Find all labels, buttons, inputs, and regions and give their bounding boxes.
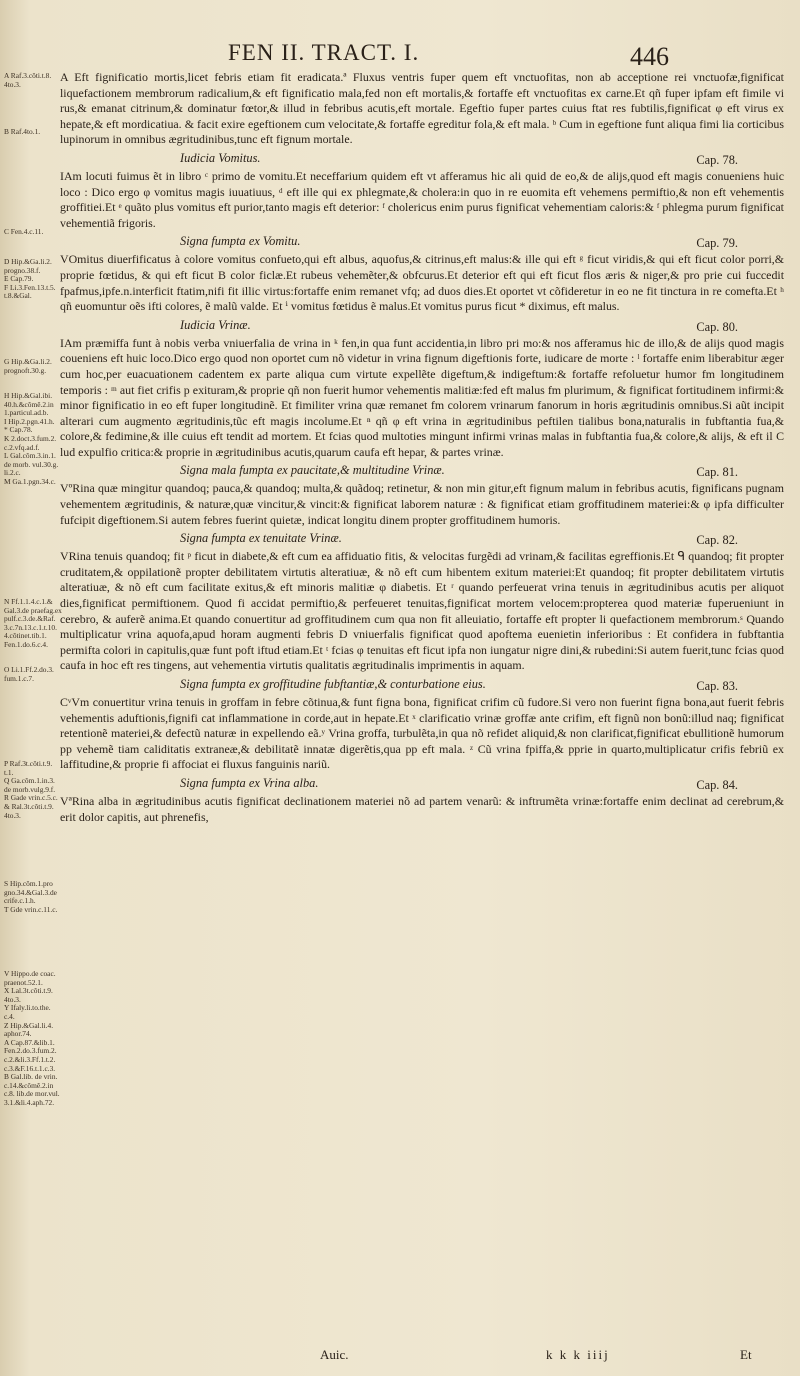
chapter-section: [60, 462, 784, 528]
chapter-subject: Signa fumpta ex Vrina alba.: [180, 775, 319, 790]
margin-note: B Raf.4to.1.: [4, 127, 41, 136]
chapter-number: Cap. 80.: [696, 319, 738, 334]
chapter-section: [60, 70, 784, 148]
margin-note: P Raf.3t.cõti.t.9. t.1. Q Ga.cõm.1.in.3. de morb.vulg.9.f. R Gade vrin.c.5.c. & Ral.3t.cõti.t.9. 4to.3.: [4, 759, 58, 820]
paragraph: IAm præmiffa funt à nobis verba vniuerfalia de vrina in ᵏ fen,in qua funt accidentia,in libro pri mo:& nos afferamus hic de illo,& de alijs quod magis coueniens eft huic loco.Dico ergo quod non oportet cum nõ videtur in vrina fignum digeftionis forte, iudicare de morte : ˡ fortaffe enim liberabitur æger cum hoc,per euacuationem cadentem ex parte aliqua cum virtute expellẽte digeftum,& indigeftum:& fortaffe refoluetur humor fm longitudinem temporis : ᵐ aut fiet crifis p exituram,& proprie qñ non fuerit humor vehementis malitiæ:fed eft malus fm plurimum, & fignificat fortitudinem infirmi:& minor fignificatio in eo eft fuper longitudinẽ. Et fimiliter vrina quæ remanet fm colorem vrinarum fanorum in horis ægritudinis omnibus.Si aũt incipit alterari cum augmento ægritudinis,tũc eft magis incolume.Et ⁿ qñ φ eft vrina in ægritudinibus peftilen tialibus bona,naturalis in fubftantia fua,& colore,& fedimine,& ille cuius eft tendit ad mortem. Et fcias quod multoties mingunt infirmi vrinas malas in fubftantia fua,& colore,& alijs, & eft il C lud expulfio critica:& proprie in ægritudinibus acutis,quarum caufa eft hepar, & partes vrinæ.: [60, 335, 784, 459]
chapter-section: [60, 530, 784, 674]
margin-note: O Li.1.Ff.2.do.3. fum.1.c.7.: [4, 665, 54, 683]
chapter-heading: [60, 317, 784, 336]
paragraph: VRina tenuis quandoq; fit ᵖ ficut in diabete,& eft cum ea affiduatio fitis, & velocitas furgẽdi ad vrinam,& facilitas egreffionis.Et ᑫ quandoq; fit propter cruditatem,& oppilationẽ propter debilitatem virtutis alteratiuæ, & nõ eft cum hibentem exitum materiei:Et quandoq; fit propter debilitatem virtutis alteratiuæ, & nõ eft cum facilitate exitus,& eft minoris malitiæ φ diabetis. Et ʳ quando perfeuerat vrina tenuis in ægritudinibus acutis per aliquot dies,fignificat permiftionem. Quod fi accidat permiftio,& perfeueret tenuitas,fignificat mortem velocem:propterea quod materiæ fuperueniunt in cerebro, & auferẽ anima.Et quando conuertitur ad groffitudinem cum qua non fit alleuiatio, fortaffe eft propter li quefactionem membrorum.ˢ Quando multiplicatur vrina aquofa,apud horam augmenti febris D vniuerfalis fignificat quod apoftema euenietin inferioribus : Et confidera in fubftantia permifta colori in capitulis,quæ funt poft iftud etiam.Et ᵗ fcias φ tenuitas eft ficut ipfa non iungatur nigre dini,& rubedini:Si autem fuerit,tunc fcias quod caufa in hoc eft res tingens, aut vehementia virtutis qualitatis ægritudinalis imprimentis in aquam.: [60, 549, 784, 673]
chapter-subject: Iudicia Vomitus.: [180, 150, 261, 165]
chapter-subject: Signa mala fumpta ex paucitate,& multitudine Vrinæ.: [180, 463, 445, 478]
chapter-heading: [60, 676, 784, 695]
running-title: FEN II. TRACT. I.: [228, 40, 420, 65]
signature-mark: k k k iiij: [546, 1347, 610, 1362]
chapter-number: Cap. 79.: [696, 236, 738, 251]
chapter-heading: [60, 462, 784, 481]
chapter-section: [60, 775, 784, 825]
chapter-heading: [60, 150, 784, 169]
paragraph: VºRina quæ mingitur quandoq; pauca,& quandoq; multa,& quãdoq; retinetur, & non min gitur,eft fignum malum in febribus acutis, fignificans pugnam vehementem ægritudinis, & naturæ,quæ vincitur,& vincit:& fignificat laborem naturæ : & fignificat etiam groffitudinem materiei:& φ ipfa difficulter fufcipit digeftionem.Si autem febres fuerint quietæ, indicat longitu dinem propter groffitudinem humoris.: [60, 481, 784, 527]
margin-note: V Hippo.de coac. praenot.52.1. X Lal.3t.cõti.t.9. 4to.3. Y Ifaly.li.to.the. c.4. Z Hip.&Gal.li.4. aphor.74. A Cap.87.&lib.1. Fen.2.do.3.fum.2. c.2.&li.3.Ff.1.t.2. c.3.&F.16.t.1.c.3. B Gal.lib. de vrin. c.14.&cõmẽ.2.in c.8. lib.de mor.vul. 3.1.&li.4.aph.72.: [4, 969, 60, 1107]
chapter-subject: Signa fumpta ex groffitudine fubftantiæ,& conturbatione eius.: [180, 677, 486, 691]
chapter-heading: [60, 233, 784, 252]
main-text: [60, 70, 784, 825]
author-abbrev: Auic.: [320, 1347, 349, 1362]
chapter-heading: [60, 530, 784, 549]
paragraph: IAm locuti fuimus ẽt in libro ᶜ primo de vomitu.Et neceffarium quidem eft vt afferamus hic ali quid de eo,& de alijs,quod eft magis conueniens huic loco : Dico ergo φ vomitus magis iuuatiuus, ᵈ eft ille qui ex phlegmate,& cholera:in quo in re euomita eft vehemens permiftio,& non eft vehementis groffitiei.Et ᵉ quãto plus vomitus eft purior,tanto magis eft deterior: ᶠ cholericus enim purus fignificat vehementiam caloris:& ᶠ phlegma purum fignificat vehementiã frigoris.: [60, 168, 784, 230]
page-number: 446: [630, 42, 669, 71]
chapter-section: [60, 317, 784, 461]
chapter-number: Cap. 78.: [696, 152, 738, 167]
chapter-number: Cap. 84.: [696, 777, 738, 792]
signature-line: [0, 1347, 800, 1367]
chapter-section: [60, 676, 784, 773]
margin-note: A Raf.3.cõti.t.8. 4to.3.: [4, 71, 52, 89]
margin-note: S Hip.cõm.1.pro gno.34.&Gal.3.de crife.c.1.h. T Gde vrin.c.11.c.: [4, 879, 58, 914]
chapter-subject: Signa fumpta ex tenuitate Vrinæ.: [180, 531, 342, 546]
catchword: Et: [740, 1347, 752, 1362]
paragraph: A Eft fignificatio mortis,licet febris etiam fit eradicata.ª Fluxus ventris fuper quem eft vnctuofitas, non ab acceptione rei vnctuofæ,fignificat liquefactionem membrorum radicalium,& eft fignificatio mala,fed non eft mortalis,& fortaffe eft vnctuofitas ex carne.Et qñ fuper ipfam eft fimile vi rus,& emanat citrinum,& dominatur fœtor,& illud in febribus acutis,eft mortale. Egeftio fuper partes cuius ftat res fubtilis,fignificat φ eft virus ex hepate,& eft mordicatiua. & facit exire egeftionem cum velocitate,& fortaffe egreditur fola,& eft mala. ᵇ Cum in egeftione funt aliqua fimi lia corticibus lupinorum in omnibus ægritudinibus,tunc eft fignum mortale.: [60, 70, 784, 147]
paragraph: CᵛVm conuertitur vrina tenuis in groffam in febre cõtinua,& funt figna bona, fignificat crifim cũ fudore.Si vero non fuerint figna bona,aut fuerit febris vehementis aduftionis,fignifi cat inflammatione in corde,aut in hepate.Et ˣ clarificatio vrinæ groffæ ante crifim, eft fignũ non bonũ:illud naq; fignificat retentionẽ materiei,& defectũ naturæ in expellendo eã.ʸ Vrina groffa, turbulẽta,in qua nõ refidet aliquid,& non clarificat,fignificat ebullitionẽ humorum pp vehemẽ tiam caliditatis extraneæ,& debilitatẽ innatæ digerẽtis,qua pp eft mala. ᶻ Cũ vrina fpiffa,& pprie in quarto,multiplicatur crifis febriũ ex laffitudine,& proprie fi affociat ei fluxus fanguinis nariũ.: [60, 695, 784, 772]
margin-note: N Ff.1.1.4.c.1.& Gal.3.de praefag.ex pulf.c.3.de.&Raf. 3.c.7n.13.c.1.t.10. 4.cõtinet.tib.1. Fen.1.do.6.c.4.: [4, 597, 62, 649]
chapter-section: [60, 150, 784, 231]
margin-note: H Hip.&Gal.ibi. 40.h.&cõmẽ.2.in 1.particul.ad.b. I Hip.2.pgn.41.h. * Cap.78. K 2.doct.3.fum.2. c.2.vfq.ad.f. L Gal.cõm.3.in.1. de morb. vul.30.g. li.2.c. M Ga.1.pgn.34.c.: [4, 391, 59, 486]
margin-note: G Hip.&Ga.li.2. prognoft.30.g.: [4, 357, 52, 375]
chapter-number: Cap. 81.: [696, 465, 738, 480]
chapter-subject: Signa fumpta ex Vomitu.: [180, 234, 301, 249]
chapter-section: [60, 233, 784, 314]
chapter-subject: Iudicia Vrinæ.: [180, 317, 251, 332]
paragraph: VªRina alba in ægritudinibus acutis fignificat declinationem materiei nõ ad partem venarũ: & inftrumẽta vrinæ:fortaffe enim declinat ad cerebrum,& erit dolor capitis, aut phrenefis,: [60, 793, 784, 824]
chapter-heading: [60, 775, 784, 794]
margin-note: C Fen.4.c.11.: [4, 227, 44, 236]
chapter-number: Cap. 83.: [696, 679, 738, 693]
margin-note: D Hip.&Ga.li.2. progno.38.f. E Cap.79. F Li.3.Fen.13.t.5. t.8.&Gal.: [4, 257, 56, 301]
marginal-notes: [4, 70, 62, 1360]
chapter-number: Cap. 82.: [696, 533, 738, 548]
paragraph: VOmitus diuerfificatus à colore vomitus confueto,qui eft albus, aquofus,& citrinus,eft malus:& ille qui eft ᵍ ficut viridis,& qui eft ficut color porri,& proprie fœtidus, & qui eft ficut B color ficlæ.Et rubeus vehemẽter,& obfcurus.Et deterior eft qui eft ficut flos æris & niger,& pro prie cui fuccedit fpafmus,ipfe.n.interficit ftatim,nifi fit illic virtus:fortaffe enim remanet vfq; ad duos dies.Et oportet vt cõfideretur in eo ne fit tinctura in re comefta.Et ʰ qñ euomuntur oẽs ifti colores, ẽ malũ valde. Et ⁱ vomitus fœtidus ẽ malus.Et vomitus purus ficut * diximus, eft malus.: [60, 252, 784, 314]
